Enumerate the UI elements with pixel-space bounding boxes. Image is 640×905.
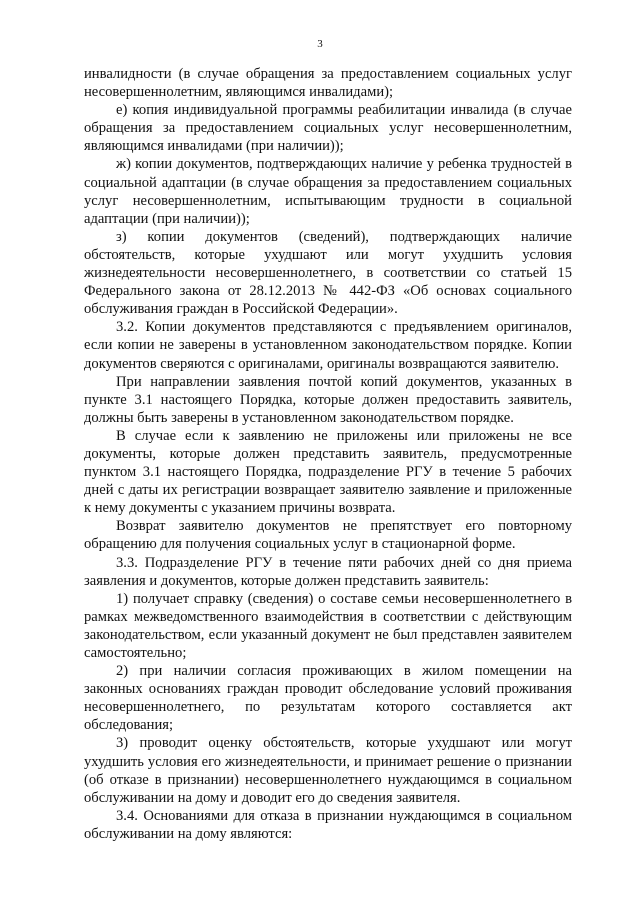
- paragraph-incomplete-documents: В случае если к заявлению не приложены или приложены не все документы, которые должен представить заявитель, предусмотренные пунктом 3.1 настоящего Порядка, подразделение РГУ в течение 5 рабочих дней с даты их регистрации возвращает заявителю заявление и приложенные к нему документы с указанием причины возврата.: [84, 427, 572, 517]
- paragraph-disability-continuation: инвалидности (в случае обращения за предоставлением социальных услуг несовершеннолетним, являющимся инвалидами);: [84, 66, 572, 101]
- paragraph-3-3-item-1: 1) получает справку (сведения) о составе семьи несовершеннолетнего в рамках межведомственного взаимодействия в соответствии с действующим законодательством, если указанный документ не был представлен заявителем самостоятельно;: [84, 590, 572, 661]
- page-number: 3: [317, 38, 323, 50]
- paragraph-item-e: е) копия индивидуальной программы реабилитации инвалида (в случае обращения за предоставлением социальных услуг несовершеннолетним, являющимся инвалидами (при наличии));: [84, 102, 572, 155]
- paragraph-mail-submission: При направлении заявления почтой копий документов, указанных в пункте 3.1 настоящего Порядка, которые должен предоставить заявитель, должны быть заверены в установленном законодательством порядке.: [84, 373, 572, 426]
- paragraph-item-z: з) копии документов (сведений), подтверждающих наличие обстоятельств, которые ухудшают или могут ухудшить условия жизнедеятельности несовершеннолетнего, в соответствии со статьей 15 Федерального закона от 28.12.2013 № 442-ФЗ «Об основах социального обслуживания граждан в Российской Федерации».: [84, 228, 572, 318]
- paragraph-item-zh: ж) копии документов, подтверждающих наличие у ребенка трудностей в социальной адаптации (в случае обращения за предоставлением социальных услуг несовершеннолетним, испытывающим трудности в социальной адаптации (при наличии));: [84, 156, 572, 227]
- paragraph-3-4: 3.4. Основаниями для отказа в признании нуждающимся в социальном обслуживании на дому являются:: [84, 807, 572, 842]
- paragraph-3-3-item-3: 3) проводит оценку обстоятельств, которые ухудшают или могут ухудшить условия его жизнедеятельности, и принимает решение о признании (об отказе в признании) несовершеннолетнего нуждающимся в социальном обслуживании на дому и доводит его до сведения заявителя.: [84, 735, 572, 806]
- paragraph-3-3-item-2: 2) при наличии согласия проживающих в жилом помещении на законных основаниях граждан проводит обследование условий проживания несовершеннолетнего, по результатам которого составляется акт обследования;: [84, 663, 572, 734]
- document-body: [84, 65, 572, 843]
- paragraph-return-documents: Возврат заявителю документов не препятствует его повторному обращению для получения социальных услуг в стационарной форме.: [84, 518, 572, 553]
- paragraph-3-2: 3.2. Копии документов представляются с предъявлением оригиналов, если копии не заверены в установленном законодательством порядке. Копии документов сверяются с оригиналами, оригиналы возвращаются заявителю.: [84, 319, 572, 372]
- paragraph-3-3: 3.3. Подразделение РГУ в течение пяти рабочих дней со дня приема заявления и документов, которые должен представить заявитель:: [84, 554, 572, 589]
